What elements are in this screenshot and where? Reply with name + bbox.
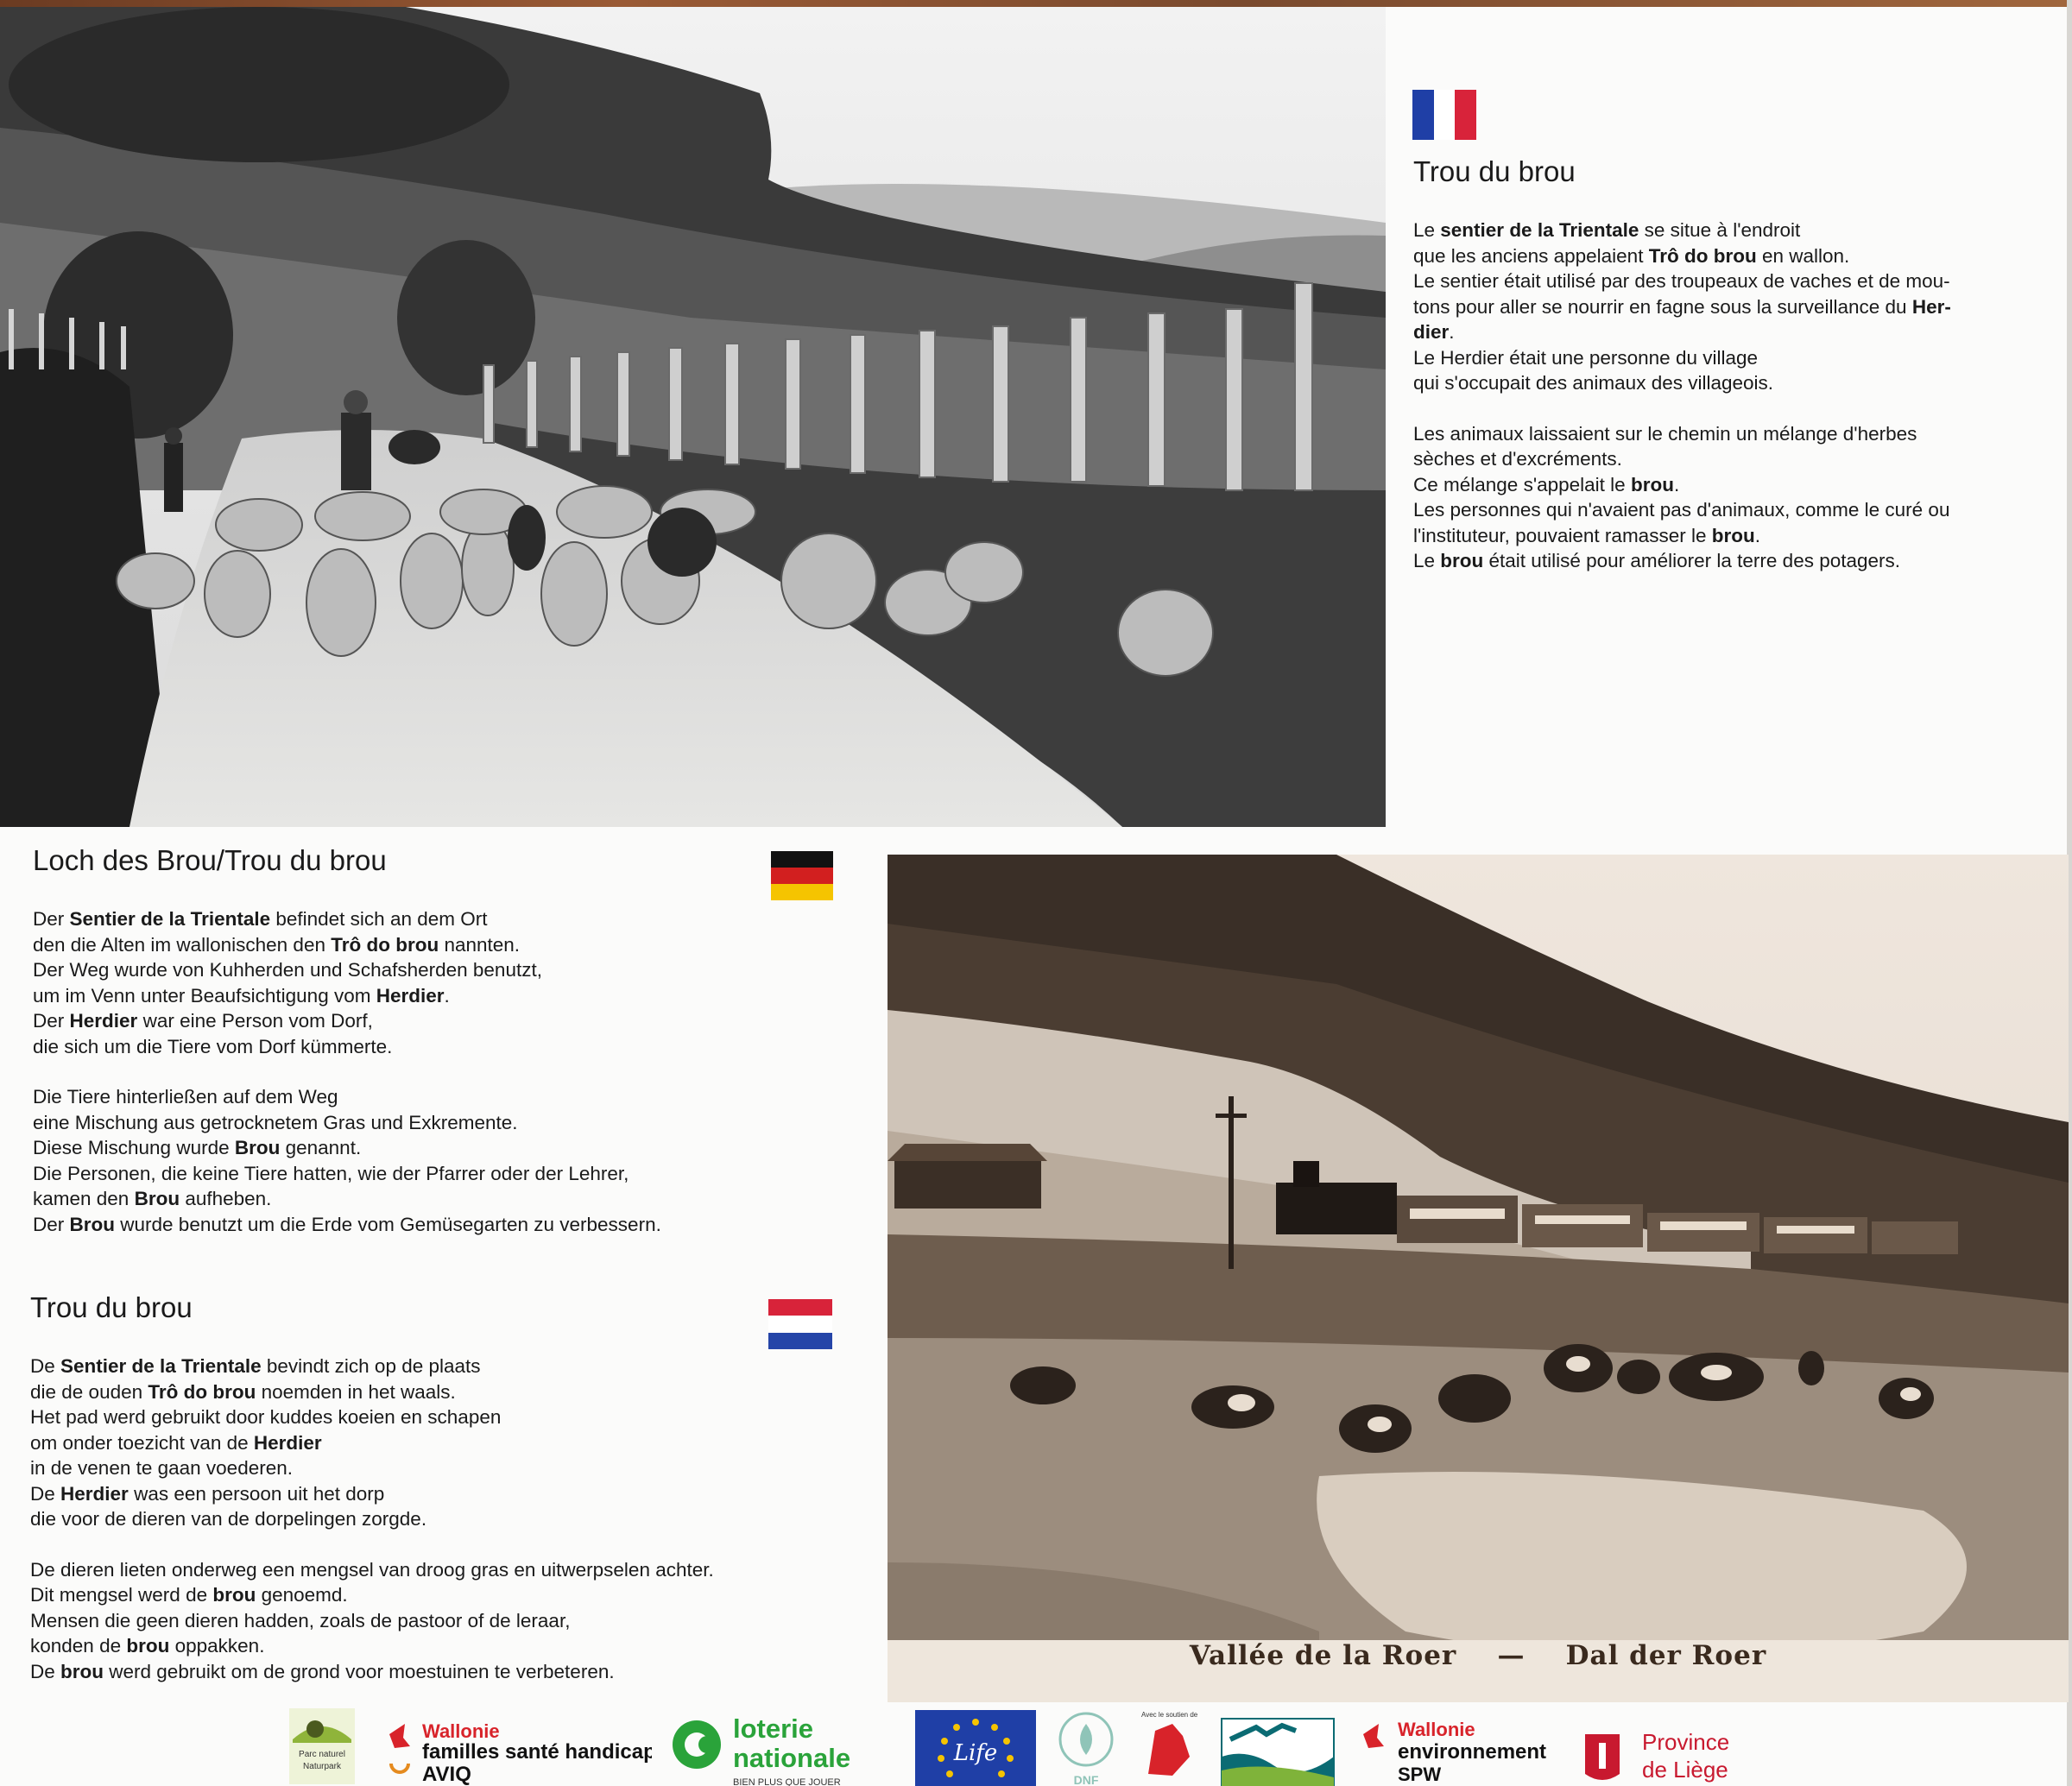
text-line xyxy=(1413,294,2035,320)
text-segment: die de ouden xyxy=(30,1380,148,1403)
parc-naturel-logo xyxy=(289,1705,355,1786)
text-segment: qui s'occupait des animaux des villageois. xyxy=(1413,372,1774,394)
french-flag-icon xyxy=(1412,90,1476,140)
text-segment: die voor de dieren van de dorpelingen zorgde. xyxy=(30,1508,427,1530)
bold-term: Brou xyxy=(69,1213,116,1235)
text-line xyxy=(33,1008,793,1034)
text-segment: die sich um die Tiere vom Dorf kümmerte. xyxy=(33,1035,393,1057)
wallonie-aviq-logo xyxy=(384,1705,652,1786)
dnf-logo xyxy=(1052,1705,1121,1786)
text-segment: eine Mischung aus getrocknetem Gras und Exkremente. xyxy=(33,1111,518,1133)
text-line xyxy=(30,1557,842,1583)
text-segment: war eine Person vom Dorf, xyxy=(137,1010,373,1032)
text-segment: De xyxy=(30,1660,61,1682)
german-text-block xyxy=(33,844,793,1237)
text-segment: Der xyxy=(33,908,70,930)
dutch-paragraph xyxy=(30,1354,842,1684)
text-line xyxy=(1413,472,2035,498)
text-segment: nannten. xyxy=(439,933,521,956)
text-line xyxy=(30,1633,842,1659)
paragraph-gap xyxy=(33,1059,793,1084)
wallonie-aviq-title: Wallonie xyxy=(422,1720,500,1742)
bold-term: Brou xyxy=(234,1137,281,1158)
text-segment: Ce mélange s'appelait le xyxy=(1413,473,1631,495)
german-paragraph xyxy=(33,906,793,1237)
text-segment: was een persoon uit het dorp xyxy=(128,1482,385,1505)
loterie-line2: nationale xyxy=(733,1743,851,1773)
text-line xyxy=(33,906,793,932)
text-segment: De xyxy=(30,1355,61,1377)
text-segment: Le xyxy=(1413,219,1441,241)
text-segment: konden de xyxy=(30,1635,127,1657)
text-line xyxy=(33,1084,793,1110)
german-title: Loch des Brou/Trou du brou xyxy=(33,844,387,876)
text-segment: Der Weg wurde von Kuhherden und Schafsherden benutzt, xyxy=(33,959,542,981)
text-segment: Der xyxy=(33,1010,70,1032)
text-line xyxy=(30,1354,842,1379)
paragraph-gap xyxy=(1413,396,2035,421)
bold-term: Herdier xyxy=(69,1010,138,1032)
text-segment: . xyxy=(1754,524,1760,546)
bold-term: brou xyxy=(212,1584,256,1606)
text-line xyxy=(33,983,793,1009)
text-segment: que les anciens appelaient xyxy=(1413,244,1649,267)
text-segment: Het pad werd gebruikt door kuddes koeien en schapen xyxy=(30,1406,502,1428)
text-line xyxy=(30,1608,842,1634)
text-segment: kamen den xyxy=(33,1188,135,1209)
caption-separator: — xyxy=(1497,1640,1526,1671)
text-line xyxy=(33,957,793,983)
text-line xyxy=(1413,548,2035,574)
eu-life-logo xyxy=(915,1705,1036,1786)
text-line xyxy=(30,1582,842,1608)
bold-term: brou xyxy=(126,1635,170,1657)
text-line xyxy=(33,1034,793,1060)
text-line xyxy=(1413,497,2035,523)
text-segment: en wallon. xyxy=(1756,244,1850,267)
bold-term: brou xyxy=(60,1660,104,1682)
text-segment: bevindt zich op de plaats xyxy=(261,1355,481,1377)
dnf-label: DNF xyxy=(1073,1773,1099,1786)
text-segment: werd gebruikt om de grond voor moestuinen te verbeteren. xyxy=(104,1660,615,1682)
text-segment: um im Venn unter Beaufsichtigung vom xyxy=(33,984,376,1007)
bold-term: sentier de la Trientale xyxy=(1440,219,1639,241)
loterie-line1: loterie xyxy=(733,1713,814,1744)
bold-term: Herdier xyxy=(376,984,445,1007)
text-line xyxy=(1413,218,2035,243)
text-segment: in de venen te gaan voederen. xyxy=(30,1457,293,1479)
bold-term: Trô do brou xyxy=(1648,244,1757,267)
text-segment: se situe à l'endroit xyxy=(1639,219,1801,241)
text-segment: Mensen die geen dieren hadden, zoals de pastoor of de leraar, xyxy=(30,1609,571,1631)
text-segment: om onder toezicht van de xyxy=(30,1431,254,1454)
text-line xyxy=(30,1404,842,1430)
text-line xyxy=(33,1212,793,1238)
photo-caption xyxy=(888,1640,2069,1683)
wallonie-env-sub: environnement xyxy=(1398,1740,1547,1764)
bold-term: brou xyxy=(1711,524,1755,546)
loterie-nationale-logo xyxy=(669,1705,902,1786)
text-segment: sèches et d'excréments. xyxy=(1413,448,1622,470)
text-segment: Le sentier était utilisé par des troupeaux de vaches et de mou- xyxy=(1413,270,1950,292)
bold-term: Herdier xyxy=(253,1431,322,1454)
text-line xyxy=(33,1135,793,1161)
text-line xyxy=(33,1186,793,1212)
loterie-tagline: BIEN PLUS QUE JOUER xyxy=(733,1777,841,1786)
text-segment: Die Personen, die keine Tiere hatten, wie der Pfarrer oder der Lehrer, xyxy=(33,1162,629,1184)
life-label: Life xyxy=(953,1740,998,1766)
board-frame-top xyxy=(0,0,2072,7)
text-line xyxy=(33,1110,793,1136)
avec-soutien-label: Avec le soutien de xyxy=(1141,1711,1198,1719)
bold-term: Sentier de la Trientale xyxy=(60,1355,262,1377)
text-line xyxy=(1413,523,2035,549)
text-segment: Les animaux laissaient sur le chemin un mélange d'herbes xyxy=(1413,422,1917,445)
bold-term: brou xyxy=(1630,473,1674,495)
text-line xyxy=(30,1481,842,1507)
text-line xyxy=(1413,421,2035,447)
text-segment: wurde benutzt um die Erde vom Gemüsegarten zu verbessern. xyxy=(115,1213,661,1235)
text-segment: . xyxy=(1673,473,1680,495)
wallonie-environnement-logo xyxy=(1360,1705,1567,1786)
text-segment: befindet sich an dem Ort xyxy=(270,908,488,930)
text-segment: Der xyxy=(33,1213,70,1235)
text-segment: Le xyxy=(1413,550,1441,571)
text-segment: aufheben. xyxy=(180,1188,272,1209)
birds-landscape-logo xyxy=(1213,1705,1342,1786)
parc-line2: Naturpark xyxy=(303,1762,341,1771)
paragraph-gap xyxy=(30,1532,842,1557)
wallonie-env-title: Wallonie xyxy=(1398,1719,1475,1740)
text-segment: Les personnes qui n'avaient pas d'animaux, comme le curé ou xyxy=(1413,499,1950,521)
text-segment: noemden in het waals. xyxy=(256,1380,456,1403)
dutch-title: Trou du brou xyxy=(30,1291,193,1323)
text-segment: Die Tiere hinterließen auf dem Weg xyxy=(33,1086,338,1108)
flag-fr-white xyxy=(1434,90,1456,140)
text-segment: Le Herdier était une personne du village xyxy=(1413,346,1759,369)
text-segment: Diese Mischung wurde xyxy=(33,1137,235,1158)
text-line xyxy=(1413,243,2035,269)
flag-fr-blue xyxy=(1412,90,1434,140)
text-segment: Dit mengsel werd de xyxy=(30,1584,213,1606)
text-segment: était utilisé pour améliorer la terre des potagers. xyxy=(1483,550,1901,571)
bold-term: Herdier xyxy=(60,1482,129,1505)
historic-photo-herd-on-path xyxy=(0,7,1386,827)
french-text-block xyxy=(1413,155,2035,574)
historic-photo-train-and-cows xyxy=(888,855,2069,1702)
flag-fr-red xyxy=(1455,90,1476,140)
french-title: Trou du brou xyxy=(1413,155,1576,187)
text-segment: tons pour aller se nourrir en fagne sous la surveillance du xyxy=(1413,295,1912,318)
text-line xyxy=(1413,370,2035,396)
text-line xyxy=(30,1659,842,1685)
text-segment: genannt. xyxy=(280,1137,362,1158)
text-segment: genoemd. xyxy=(256,1584,348,1606)
text-segment: . xyxy=(1449,321,1455,343)
bold-term: dier xyxy=(1413,321,1450,343)
caption-left: Vallée de la Roer xyxy=(1189,1640,1457,1671)
caption-right: Dal der Roer xyxy=(1565,1640,1767,1671)
text-segment: De dieren lieten onderweg een mengsel van droog gras en uitwerpselen achter. xyxy=(30,1558,714,1581)
text-segment: . xyxy=(444,984,450,1007)
bold-term: Trô do brou xyxy=(148,1380,256,1403)
text-line xyxy=(1413,345,2035,371)
bold-term: brou xyxy=(1440,550,1484,571)
text-segment: den die Alten im wallonischen den xyxy=(33,933,332,956)
text-line xyxy=(33,932,793,958)
text-segment: oppakken. xyxy=(169,1635,265,1657)
spw-label: SPW xyxy=(1398,1764,1442,1785)
text-line xyxy=(33,1161,793,1187)
parc-line1: Parc naturel xyxy=(299,1750,345,1759)
province-liege-logo xyxy=(1580,1705,1770,1786)
text-line xyxy=(30,1506,842,1532)
text-segment: De xyxy=(30,1482,61,1505)
bold-term: Sentier de la Trientale xyxy=(69,908,271,930)
text-line xyxy=(1413,319,2035,345)
bold-term: Trô do brou xyxy=(331,933,439,956)
province-line1: Province xyxy=(1642,1729,1730,1755)
province-line2: de Liège xyxy=(1642,1757,1728,1783)
french-paragraph xyxy=(1413,218,2035,574)
sponsor-logos-strip xyxy=(0,1705,2072,1786)
bold-term: Brou xyxy=(134,1188,180,1209)
text-line xyxy=(30,1430,842,1456)
aviq-label: AVIQ xyxy=(422,1763,471,1786)
text-line xyxy=(1413,446,2035,472)
text-line xyxy=(30,1379,842,1405)
bold-term: Her- xyxy=(1911,295,1951,318)
text-line xyxy=(30,1455,842,1481)
dutch-text-block xyxy=(30,1291,842,1684)
wallonie-aviq-sub: familles santé handicap xyxy=(422,1740,652,1764)
wallonie-rooster-logo xyxy=(1138,1705,1198,1786)
text-line xyxy=(1413,268,2035,294)
text-segment: l'instituteur, pouvaient ramasser le xyxy=(1413,524,1712,546)
